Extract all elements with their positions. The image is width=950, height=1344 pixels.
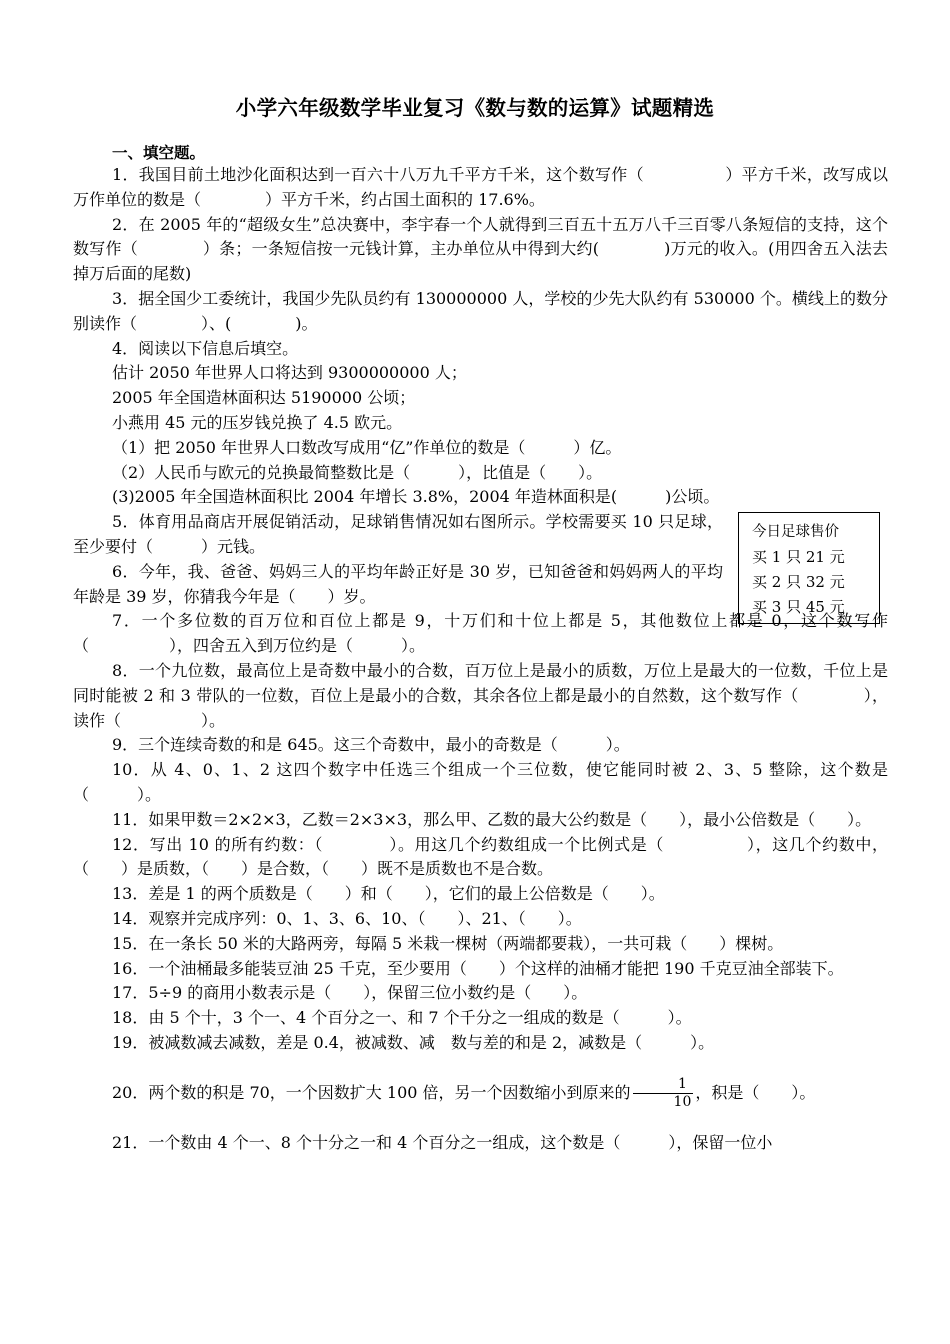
question-3: 3．据全国少工委统计，我国少先队员约有 130000000 人，学校的少先大队约有 530000 个。横线上的数分别读作（ ）、( )。 <box>73 288 888 333</box>
fraction-denominator: 10 <box>673 1093 692 1110</box>
question-14: 14．观察并完成序列：0、1、3、6、10、（ ）、21、（ ）。 <box>112 908 582 928</box>
question-8: 8．一个九位数，最高位上是奇数中最小的合数，百万位上是最小的质数，万位上是最大的一位数，千位上是同时能被 2 和 3 带队的一位数，百位上是最小的合数，其余各位上都是最小的自然数，这个数写作（ ），读作（ ）。 <box>73 660 888 730</box>
question-4-part-3: (3)2005 年全国造林面积比 2004 年增长 3.8%，2004 年造林面积是( )公顷。 <box>112 487 720 507</box>
question-4-info-3: 小燕用 45 元的压岁钱兑换了 4.5 欧元。 <box>112 412 403 432</box>
question-16: 16．一个油桶最多能装豆油 25 千克，至少要用（ ）个这样的油桶才能把 190 千克豆油全部装下。 <box>112 958 844 978</box>
section-heading: 一、填空题。 <box>112 144 206 162</box>
question-4-info-2: 2005 年全国造林面积达 5190000 公顷； <box>112 388 416 408</box>
question-15: 15．在一条长 50 米的大路两旁，每隔 5 米栽一棵树（两端都要栽），一共可栽（ ）棵树。 <box>112 933 784 953</box>
question-9: 9．三个连续奇数的和是 645。这三个奇数中，最小的奇数是（ ）。 <box>112 735 630 755</box>
question-17: 17．5÷9 的商用小数表示是（ ），保留三位小数约是（ ）。 <box>112 983 588 1003</box>
question-4-info-1: 估计 2050 年世界人口将达到 9300000000 人； <box>112 363 467 383</box>
question-20-text-a: 20．两个数的积是 70，一个因数扩大 100 倍，另一个因数缩小到原来的 <box>112 1082 631 1102</box>
question-13: 13．差是 1 的两个质数是（ ）和（ ），它们的最上公倍数是（ ）。 <box>112 884 665 904</box>
football-price-box <box>738 512 880 624</box>
question-10: 10．从 4、0、1、2 这四个数字中任选三个组成一个三位数，使它能同时被 2、3、5 整除，这个数是（ ）。 <box>73 760 888 804</box>
question-19: 19．被减数减去减数，差是 0.4，被减数、减 数与差的和是 2，减数是（ ）。 <box>112 1032 715 1052</box>
price-line-1: 买 1 只 21 元 <box>752 548 845 566</box>
question-1: 1．我国目前土地沙化面积达到一百六十八万九千平方千米，这个数写作（ ）平方千米，改写成以万作单位的数是（ ）平方千米，约占国土面积的 17.6%。 <box>73 165 888 209</box>
price-line-3: 买 3 只 45 元 <box>752 598 845 616</box>
question-4-part-2: （2）人民币与欧元的兑换最简整数比是（ ），比值是（ ）。 <box>112 462 603 482</box>
price-line-2: 买 2 只 32 元 <box>752 573 845 591</box>
question-4-part-1: （1）把 2050 年世界人口数改写成用“亿”作单位的数是（ ）亿。 <box>112 437 622 457</box>
question-2: 2．在 2005 年的“超级女生”总决赛中，李宇春一个人就得到三百五十五万八千三百零八条短信的支持，这个数写作（ ）条；一条短信按一元钱计算，主办单位从中得到大约( )万元的收入。(用四舍五入法去掉万后面的尾数) <box>73 214 888 284</box>
page-title: 小学六年级数学毕业复习《数与数的运算》试题精选 <box>235 96 715 120</box>
question-20-text-b: ，积是（ ）。 <box>695 1082 816 1102</box>
fraction-numerator: 1 <box>633 1076 694 1094</box>
question-12: 12．写出 10 的所有约数：（ ）。用这几个约数组成一个比例式是（ ），这几个约数中，（ ）是质数，（ ）是合数，（ ）既不是质数也不是合数。 <box>73 834 888 879</box>
question-20 <box>73 1076 888 1111</box>
question-4: 4．阅读以下信息后填空。 <box>112 338 299 358</box>
question-5: 5．体育用品商店开展促销活动，足球销售情况如右图所示。学校需要买 10 只足球，至少要付（ ）元钱。 <box>73 512 723 556</box>
question-21: 21．一个数由 4 个一、8 个十分之一和 4 个百分之一组成，这个数是（ ），保留一位小 <box>112 1132 773 1152</box>
question-18: 18．由 5 个十，3 个一、4 个百分之一、和 7 个千分之一组成的数是（ ）。 <box>112 1008 692 1028</box>
price-box-title: 今日足球售价 <box>752 524 839 540</box>
question-11: 11．如果甲数＝2×2×3，乙数＝2×3×3，那么甲、乙数的最大公约数是（ ），最小公倍数是（ ）。 <box>112 809 872 829</box>
fraction-one-tenth <box>633 1076 694 1111</box>
question-7: 7．一个多位数的百万位和百位上都是 9，十万们和十位上都是 5，其他数位上都是 0，这个数写作（ ），四舍五入到万位约是（ ）。 <box>73 611 888 656</box>
question-6: 6．今年，我、爸爸、妈妈三人的平均年龄正好是 30 岁，已知爸爸和妈妈两人的平均年龄是 39 岁，你猜我今年是（ ）岁。 <box>73 561 723 606</box>
question-list <box>73 163 888 1155</box>
